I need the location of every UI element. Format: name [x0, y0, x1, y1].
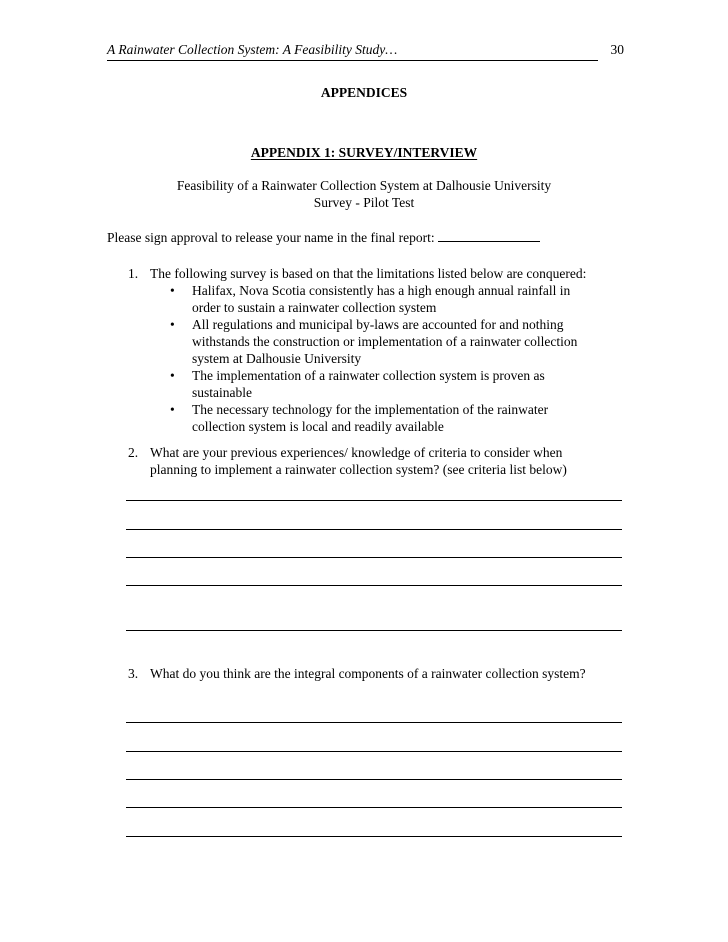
survey-subtitle: Survey - Pilot Test: [313, 195, 415, 210]
question-2-text-line2: planning to implement a rainwater collection system? (see criteria list below): [150, 462, 567, 477]
appendix1-heading: APPENDIX 1: SURVEY/INTERVIEW: [250, 145, 478, 160]
answer-line[interactable]: [126, 500, 622, 501]
bullet-icon: •: [170, 283, 175, 298]
list-item: [170, 401, 630, 435]
answer-line[interactable]: [126, 585, 622, 586]
header-rule: [107, 60, 598, 61]
limitations-list: [170, 282, 630, 435]
answer-line[interactable]: [126, 836, 622, 837]
answer-line[interactable]: [126, 779, 622, 780]
approval-prompt: Please sign approval to release your name in the final report:: [107, 230, 435, 245]
header-title: A Rainwater Collection System: A Feasibility Study…: [107, 42, 398, 57]
running-header: [107, 40, 624, 60]
answer-line[interactable]: [126, 630, 622, 631]
signature-blank[interactable]: [438, 229, 540, 242]
answer-line[interactable]: [126, 807, 622, 808]
list-item: [170, 367, 630, 401]
survey-title: Feasibility of a Rainwater Collection System at Dalhousie University: [176, 178, 552, 193]
answer-line[interactable]: [126, 529, 622, 530]
bullet-icon: •: [170, 368, 175, 383]
answer-line[interactable]: [126, 751, 622, 752]
list-item: [170, 316, 630, 367]
list-item-text: Halifax, Nova Scotia consistently has a high enough annual rainfall in order to sustain a rainwater collection system: [192, 283, 571, 315]
question-1-text: The following survey is based on that the limitations listed below are conquered:: [150, 266, 587, 281]
appendix1-heading-wrap: [0, 145, 728, 161]
bullet-icon: •: [170, 317, 175, 332]
question-2-number: 2.: [128, 445, 139, 460]
list-item: [170, 282, 630, 316]
appendices-heading: APPENDICES: [320, 85, 408, 100]
question-3-text: What do you think are the integral components of a rainwater collection system?: [150, 666, 586, 681]
page-number: 30: [610, 42, 624, 57]
bullet-icon: •: [170, 402, 175, 417]
list-item-text: All regulations and municipal by-laws are accounted for and nothing withstands the construction or implementation of a rainwater collection system at Dalhousie University: [192, 317, 578, 366]
approval-line: [107, 229, 540, 246]
answer-line[interactable]: [126, 722, 622, 723]
list-item-text: The necessary technology for the implementation of the rainwater collection system is local and readily available: [192, 402, 549, 434]
question-1-number: 1.: [128, 266, 139, 281]
answer-line[interactable]: [126, 557, 622, 558]
question-2-text-line1: What are your previous experiences/ knowledge of criteria to consider when: [150, 445, 563, 460]
question-3-number: 3.: [128, 666, 139, 681]
list-item-text: The implementation of a rainwater collection system is proven as sustainable: [192, 368, 545, 400]
